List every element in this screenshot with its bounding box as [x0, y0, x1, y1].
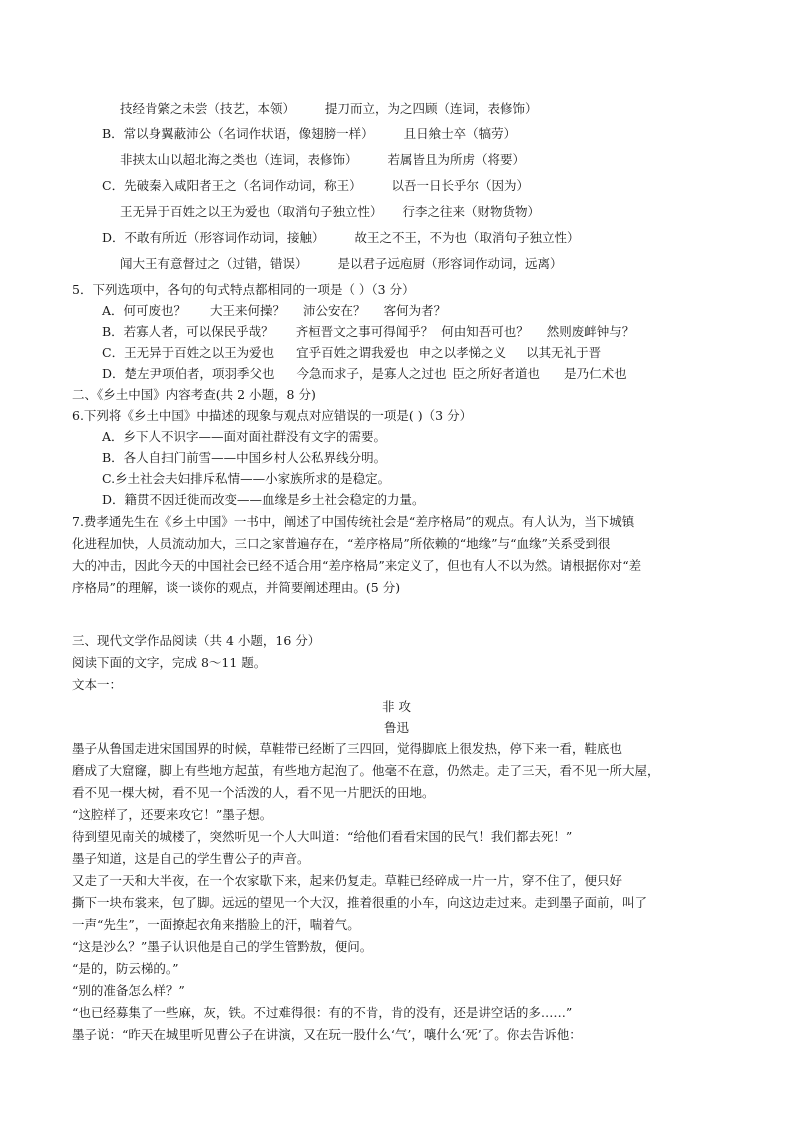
q6-option-c: C.乡土社会夫妇排斥私情——小家族所求的是稳定。: [102, 471, 391, 486]
story-line: 撕下一块布裳来，包了脚。远远的望见一个大汉，推着很重的小车，向这边走过来。走到墨子面前，叫了: [72, 895, 648, 910]
q4-b2-left: 非挟太山以超北海之类也（连词，表修饰）: [120, 152, 358, 167]
q5-a-2: 大王来何操？: [210, 303, 286, 318]
q7-line-1: 7.费孝通先生在《乡土中国》一书中，阐述了中国传统社会是“差序格局”的观点。有人认为，当下城镇: [72, 514, 635, 529]
q5-d-4: 是乃仁术也: [564, 366, 627, 381]
q4-c-line2: [120, 203, 540, 220]
q6-option-a: A．乡下人不识字——面对面社群没有文字的需要。: [102, 429, 387, 444]
q5-option-c: [102, 344, 601, 361]
section-2-heading: 二、《乡土中国》内容考查(共 2 小题，8 分): [72, 387, 316, 402]
reading-instruction: 阅读下面的文字，完成 8～11 题。: [72, 655, 267, 670]
q4-c-left: C．先破秦入咸阳者王之（名词作动词，称王）: [102, 178, 362, 193]
q4-d2-right: 是以君子远庖厨（形容词作动词，远离）: [337, 256, 563, 271]
q5-option-b: [102, 323, 634, 340]
q5-option-a: [102, 302, 446, 319]
story-line: 墨子说：“昨天在城里听见曹公子在讲演，又在玩一股什么‘气’，嚷什么‘死’了。你去告诉他：: [72, 1027, 582, 1042]
story-title: 非 攻: [382, 699, 411, 714]
q7-line-2: 化进程加快，人员流动加大，三口之家普遍存在，“差序格局”所依赖的“地缘”与“血缘”关系受到很: [72, 536, 611, 551]
q4-d-right: 故王之不王，不为也（取消句子独立性）: [354, 230, 580, 245]
q7-line-3: 大的冲击，因此今天的中国社会已经不适合用“差序格局”来定义了，但也有人不以为然。请根据你对“差: [72, 558, 642, 573]
q5-b-4: 然则废衅钟与？: [546, 324, 635, 339]
q4-d-left: D．不敢有所近（形容词作动词，接触）: [102, 230, 325, 245]
q5-b-1: B．若寡人者，可以保民乎哉？: [102, 324, 274, 339]
q5-d-2: 今急而求子，是寡人之过也: [296, 366, 447, 381]
q6-stem: 6.下列将《乡土中国》中描述的现象与观点对应错误的一项是( )（3 分）: [72, 408, 473, 423]
q5-d-3: 臣之所好者道也: [452, 366, 541, 381]
q5-a-3: 沛公安在？: [303, 303, 366, 318]
q5-c-1: C．王无异于百姓之以王为爱也: [102, 345, 275, 360]
q5-b-2: 齐桓晋文之事可得闻乎？: [295, 324, 434, 339]
q4-a-line: [120, 100, 538, 117]
q5-stem: 5．下列选项中，各句的句式特点都相同的一项是（ ）（3 分）: [72, 282, 415, 297]
story-line: 墨子知道，这是自己的学生曹公子的声音。: [72, 851, 310, 866]
q4-a-left: 技经肯綮之未尝（技艺，本领）: [120, 101, 296, 116]
q5-c-2: 宜乎百姓之谓我爱也: [296, 345, 409, 360]
q4-d-line2: [120, 255, 563, 272]
story-line: “也已经募集了一些麻，灰，铁。不过难得很：有的不肯，肯的没有，还是讲空话的多……”: [72, 1005, 573, 1020]
q4-b2-right: 若属皆且为所虏（将要）: [387, 152, 525, 167]
story-line: “是的，防云梯的。”: [72, 961, 179, 976]
q4-b-right: 且日飨士卒（犒劳）: [403, 126, 517, 141]
story-line: 又走了一天和大半夜，在一个农家歇下来，起来仍复走。草鞋已经碎成一片一片，穿不住了，便只好: [72, 873, 623, 888]
q4-a-right: 提刀而立，为之四顾（连词，表修饰）: [324, 101, 538, 116]
story-line: 一声“先生”，一面撩起衣角来揩脸上的汗，喘着气。: [72, 917, 360, 932]
q4-c2-right: 行李之往来（财物货物）: [402, 204, 540, 219]
q4-b-line1: [102, 125, 516, 142]
q5-d-1: D．楚左尹项伯者，项羽季父也: [102, 366, 275, 381]
q4-c-line1: [102, 177, 529, 194]
story-line: “这是沙么？”墨子认识他是自己的学生管黔敖，便问。: [72, 939, 373, 954]
q5-a-4: 客何为者？: [383, 303, 447, 318]
story-author: 鲁迅: [383, 720, 409, 735]
q4-d-line1: [102, 229, 580, 246]
q6-option-b: B．各人自扫门前雪——中国乡村人公私界线分明。: [102, 450, 387, 465]
q7-line-4: 序格局”的理解，谈一谈你的观点，并简要阐述理由。(5 分): [72, 580, 401, 595]
story-line: “这腔样了，还要来攻它！”墨子想。: [72, 807, 273, 822]
section-3-heading: 三、现代文学作品阅读（共 4 小题，16 分）: [72, 633, 321, 648]
q5-a-1: A．何可废也？: [102, 303, 187, 318]
q5-c-3: 申之以孝悌之义: [418, 345, 507, 360]
q4-c2-left: 王无异于百姓之以王为爱也（取消句子独立性）: [120, 204, 383, 219]
story-line: “别的准备怎么样？”: [72, 983, 185, 998]
story-line: 看不见一棵大树，看不见一个活泼的人，看不见一片肥沃的田地。: [72, 785, 435, 800]
story-line: 待到望见南关的城楼了，突然听见一个人大叫道：“给他们看看宋国的民气！我们都去死！”: [72, 829, 573, 844]
q4-b-left: B．常以身翼蔽沛公（名词作状语，像翅膀一样）: [102, 126, 374, 141]
text-label: 文本一：: [72, 677, 123, 692]
q4-b-line2: [120, 151, 525, 168]
story-line: 磨成了大窟窿，脚上有些地方起茧，有些地方起泡了。他毫不在意，仍然走。走了三天，看不见一所大屋，: [72, 763, 660, 778]
q6-option-d: D．籍贯不因迁徙而改变——血缘是乡土社会稳定的力量。: [102, 492, 425, 507]
q5-c-4: 以其无礼于晋: [526, 345, 602, 360]
q5-option-d: [102, 365, 627, 382]
q4-d2-left: 闻大王有意督过之（过错，错误）: [120, 256, 308, 271]
q5-b-3: 何由知吾可也？: [441, 324, 529, 339]
q4-c-right: 以吾一日长乎尔（因为）: [391, 178, 530, 193]
story-line: 墨子从鲁国走进宋国国界的时候，草鞋带已经断了三四回，觉得脚底上很发热，停下来一看，鞋底也: [72, 741, 623, 756]
